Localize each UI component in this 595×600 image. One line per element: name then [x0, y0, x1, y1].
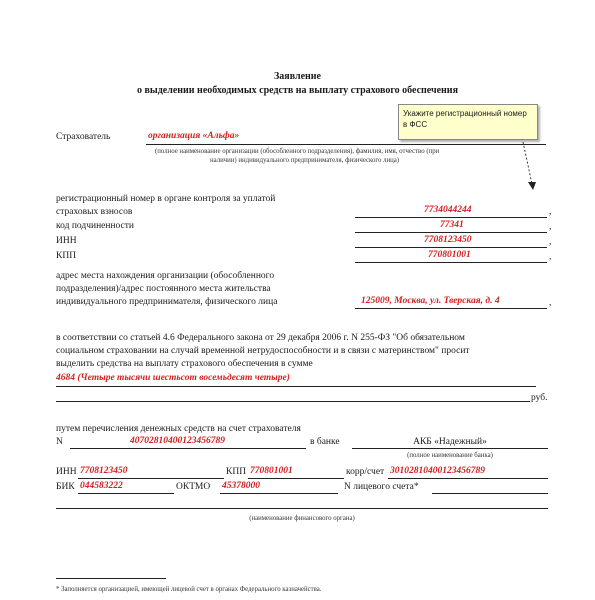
kpp2-value[interactable]: 770801001: [250, 466, 293, 476]
bank-underline: [352, 448, 548, 449]
bik-value[interactable]: 044583222: [80, 481, 123, 491]
comma: ,: [549, 207, 552, 217]
inn-underline: [355, 247, 547, 248]
amount-underline-2: [56, 401, 530, 402]
tooltip-arrow-icon: [520, 140, 540, 192]
rub-label: руб.: [531, 393, 548, 403]
oktmo-value[interactable]: 45378000: [222, 481, 260, 491]
law-text-1: в соответствии со статьей 4.6 Федерального закона от 29 декабря 2006 г. N 255-ФЗ "Об обязательном: [56, 333, 465, 343]
fin-org-underline: [56, 508, 548, 509]
inn2-label: ИНН: [56, 467, 77, 477]
transfer-label: путем перечисления денежных средств на счет страхователя: [56, 424, 301, 434]
bank-caption: (полное наименование банка): [407, 452, 493, 459]
account-underline: [70, 448, 306, 449]
footnote-separator: [56, 578, 166, 579]
footnote: * Заполняется организацией, имеющей лицевой счет в органах Федерального казначейства.: [56, 586, 322, 593]
amount-underline-1: [56, 386, 536, 387]
account-n-label: N: [56, 437, 63, 447]
insurer-value[interactable]: организация «Альфа»: [148, 131, 240, 141]
address-label-3: индивидуального предпринимателя, физического лица: [56, 297, 278, 307]
in-bank-label: в банке: [310, 437, 340, 447]
kpp-underline: [355, 262, 547, 263]
kpp-value[interactable]: 770801001: [428, 250, 471, 260]
corr-underline: [388, 478, 548, 479]
account-value[interactable]: 40702810400123456789: [130, 436, 225, 446]
personal-account-underline: [432, 493, 548, 494]
reg-underline: [355, 217, 547, 218]
kpp-label: КПП: [56, 251, 77, 261]
bank-value[interactable]: АКБ «Надежный»: [413, 437, 487, 447]
kpp2-label: КПП: [226, 467, 247, 477]
sub-code-underline: [355, 232, 547, 233]
sub-code-label: код подчиненности: [56, 221, 134, 231]
inn2-underline: [78, 478, 224, 479]
fin-org-caption: (наименование финансового органа): [249, 515, 355, 522]
insurer-caption-1: (полное наименование организации (обособленного подразделения), фамилия, имя, отчество (при: [155, 148, 440, 155]
insurer-caption-2: наличии) индивидуального предпринимателя, физического лица): [210, 157, 400, 164]
bik-underline: [78, 493, 174, 494]
corr-value[interactable]: 30102810400123456789: [390, 466, 485, 476]
law-text-3: выделить средства на выплату страхового обеспечения в сумме: [56, 359, 313, 369]
kpp2-underline: [248, 478, 344, 479]
comma: ,: [549, 252, 552, 262]
comma: ,: [549, 237, 552, 247]
address-label-1: адрес места нахождения организации (обособленного: [56, 271, 275, 281]
reg-label-2: страховых взносов: [56, 207, 133, 217]
address-label-2: подразделения)/адрес постоянного места жительства: [56, 284, 271, 294]
address-value[interactable]: 125009, Москва, ул. Тверская, д. 4: [361, 296, 500, 306]
bik-label: БИК: [56, 482, 75, 492]
oktmo-label: ОКТМО: [176, 482, 211, 492]
sub-code-value[interactable]: 77341: [440, 220, 464, 230]
corr-label: корр/счет: [346, 467, 385, 477]
address-underline: [355, 308, 547, 309]
reg-label-1: регистрационный номер в органе контроля за уплатой: [56, 194, 276, 204]
oktmo-underline: [220, 493, 338, 494]
comma: ,: [549, 298, 552, 308]
law-text-2: социальном страховании на случай временной нетрудоспособности и в связи с материнством" просит: [56, 346, 470, 356]
inn-value[interactable]: 7708123450: [424, 235, 472, 245]
personal-account-label: N лицевого счета*: [344, 482, 419, 492]
inn2-value[interactable]: 7708123450: [80, 466, 128, 476]
insurer-underline: [146, 144, 546, 145]
insurer-label: Страхователь: [56, 132, 111, 142]
inn-label: ИНН: [56, 236, 77, 246]
document-title: Заявление: [274, 71, 321, 82]
reg-number-value[interactable]: 7734044244: [424, 205, 472, 215]
comma: ,: [549, 222, 552, 232]
document-subtitle: о выделении необходимых средств на выплату страхового обеспечения: [137, 85, 458, 96]
amount-words-value[interactable]: 4684 (Четыре тысячи шестьсот восемьдесят четыре): [56, 373, 290, 383]
hint-tooltip: Укажите регистрационный номер в ФСС: [398, 104, 538, 140]
